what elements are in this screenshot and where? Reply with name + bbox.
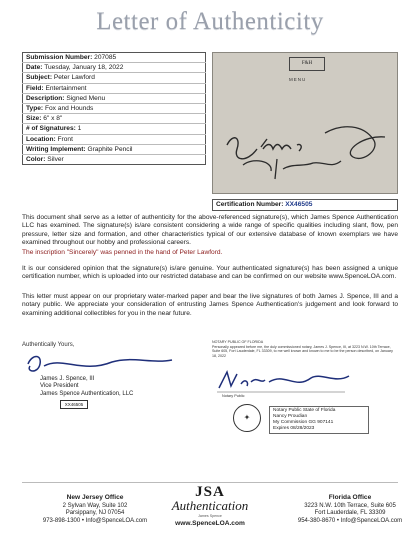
detail-label: Date: <box>26 64 43 72</box>
details-table <box>22 52 206 165</box>
detail-value: Silver <box>47 155 64 163</box>
detail-row <box>23 93 206 103</box>
paragraph-inscription: The inscription "Sincerely" was penned in the hand of Peter Lawford. <box>22 249 223 256</box>
authenticator-block <box>22 342 192 407</box>
brand-website: www.SpenceLOA.com <box>175 520 245 527</box>
nj-office <box>35 494 155 525</box>
detail-row <box>23 124 206 134</box>
detail-row <box>23 144 206 154</box>
notary-seal-block <box>213 402 399 436</box>
stamp-line-1: Notary Public State of Florida <box>273 408 336 413</box>
stamp-line-4: Expires 08/28/2023 <box>273 426 315 431</box>
notary-stamp <box>269 406 369 434</box>
detail-value: Peter Lawford <box>53 74 95 82</box>
detail-label: Submission Number: <box>26 54 93 62</box>
nj-office-line1: 2 Sylvan Way, Suite 102 <box>62 502 128 509</box>
detail-label: Description: <box>26 94 65 102</box>
fl-office-line2: Fort Lauderdale, FL 33309 <box>314 510 386 517</box>
autograph-signature <box>213 53 398 194</box>
paragraph-watermark: This letter must appear on our proprietary water-marked paper and bear the live signatures of both James J. Spence, III and a notary public. We appreciate your consideration of entrusting James Spence Authentication's judgement and look forward to examining additional collectibles for you in the near future. <box>22 293 398 317</box>
notary-statement <box>212 340 398 358</box>
detail-row <box>23 63 206 73</box>
signer-details <box>40 376 133 398</box>
detail-value: 207085 <box>94 54 117 62</box>
brand-tagline: James Spence <box>198 514 222 518</box>
detail-value: Fox and Hounds <box>44 105 94 113</box>
fl-office-title: Florida Office <box>328 494 372 501</box>
detail-value: Graphite Pencil <box>87 145 133 153</box>
detail-row <box>23 154 206 164</box>
signer-role: Vice President <box>40 383 79 390</box>
menu-heading: MENU <box>289 77 307 82</box>
detail-row <box>23 73 206 83</box>
detail-row <box>23 83 206 93</box>
state-seal-icon: ✦ <box>233 404 261 432</box>
notary-heading: NOTARY PUBLIC OF FLORIDA <box>212 340 264 344</box>
spence-signature <box>22 350 182 378</box>
authentication-logo-text: Authentication <box>171 498 249 513</box>
item-photo <box>212 52 398 194</box>
detail-row <box>23 53 206 63</box>
detail-label: Type: <box>26 105 44 113</box>
detail-label: Field: <box>26 84 44 92</box>
detail-label: Location: <box>26 135 56 143</box>
detail-label: Color: <box>26 155 46 163</box>
stamp-line-2: Nancy Proudian <box>273 414 308 419</box>
notary-public-label: Notary Public <box>222 394 245 398</box>
certification-number: XX46505 <box>285 201 313 208</box>
detail-value: Signed Menu <box>66 94 106 102</box>
detail-value: Front <box>57 135 73 143</box>
detail-row <box>23 114 206 124</box>
nj-office-line3: 973-898-1300 • Info@SpenceLOA.com <box>42 517 148 524</box>
menu-logo: F&H <box>289 57 325 71</box>
nj-office-line2: Parsippany, NJ 07054 <box>65 510 125 517</box>
detail-label: Size: <box>26 115 42 123</box>
jsa-logo-text: JSA <box>195 484 225 500</box>
detail-value: Tuesday, January 18, 2022 <box>44 64 124 72</box>
detail-label: Subject: <box>26 74 53 82</box>
signer-company: James Spence Authentication, LLC <box>40 390 134 397</box>
fl-office-line3: 954-380-8670 • Info@SpenceLOA.com <box>297 517 403 524</box>
detail-value: Entertainment <box>45 84 87 92</box>
notary-signature <box>215 368 355 394</box>
stamp-line-3: My Commission GG 907141 <box>273 420 334 425</box>
certification-number-box <box>212 199 398 211</box>
jsa-brand <box>150 484 270 527</box>
footer-divider <box>22 482 398 483</box>
fl-office-line1: 3223 N.W. 10th Terrace, Suite 605 <box>304 502 396 509</box>
signer-name: James J. Spence, III <box>40 376 95 382</box>
detail-value: 6" x 8" <box>43 115 63 123</box>
paragraph-opinion: It is our considered opinion that the signature(s) is/are genuine. Your authenticated signature(s) has been assigned a unique certification number, which is uploaded into our restricted database and can be confirmed on our website www.SpenceLOA.com. <box>22 265 398 281</box>
fl-office <box>290 494 410 525</box>
detail-value: 1 <box>77 125 82 133</box>
detail-label: # of Signatures: <box>26 125 76 133</box>
paragraph-authenticity: This document shall serve as a letter of authenticity for the above-referenced signature(s), which James Spence Authentication LLC has examined. The signature(s) is/are consistent considering a wide range of specific qualities including slant, flow, pen pressure, letter size and formation, and other characteristics typical of our extensive database of known exemplars we have examined throughout our hobby and professional careers. <box>22 214 398 247</box>
detail-label: Writing Implement: <box>26 145 86 153</box>
nj-office-title: New Jersey Office <box>66 494 124 501</box>
notary-body: Personally appeared before me, the duly commissioned notary, James J. Spence, III, at 3223 N.W. 10th Terrace, Suite 605, Fort Lauderdale, FL 33309, to me well known and known to me to be the person described, on January 18, 2022 <box>212 344 393 358</box>
certification-label: Certification Number: <box>216 201 284 208</box>
hologram-tag: XX46505 <box>60 400 88 409</box>
detail-row <box>23 103 206 113</box>
document-title: Letter of Authenticity <box>96 8 324 35</box>
detail-row <box>23 134 206 144</box>
closing-label: Authentically Yours, <box>22 342 75 348</box>
